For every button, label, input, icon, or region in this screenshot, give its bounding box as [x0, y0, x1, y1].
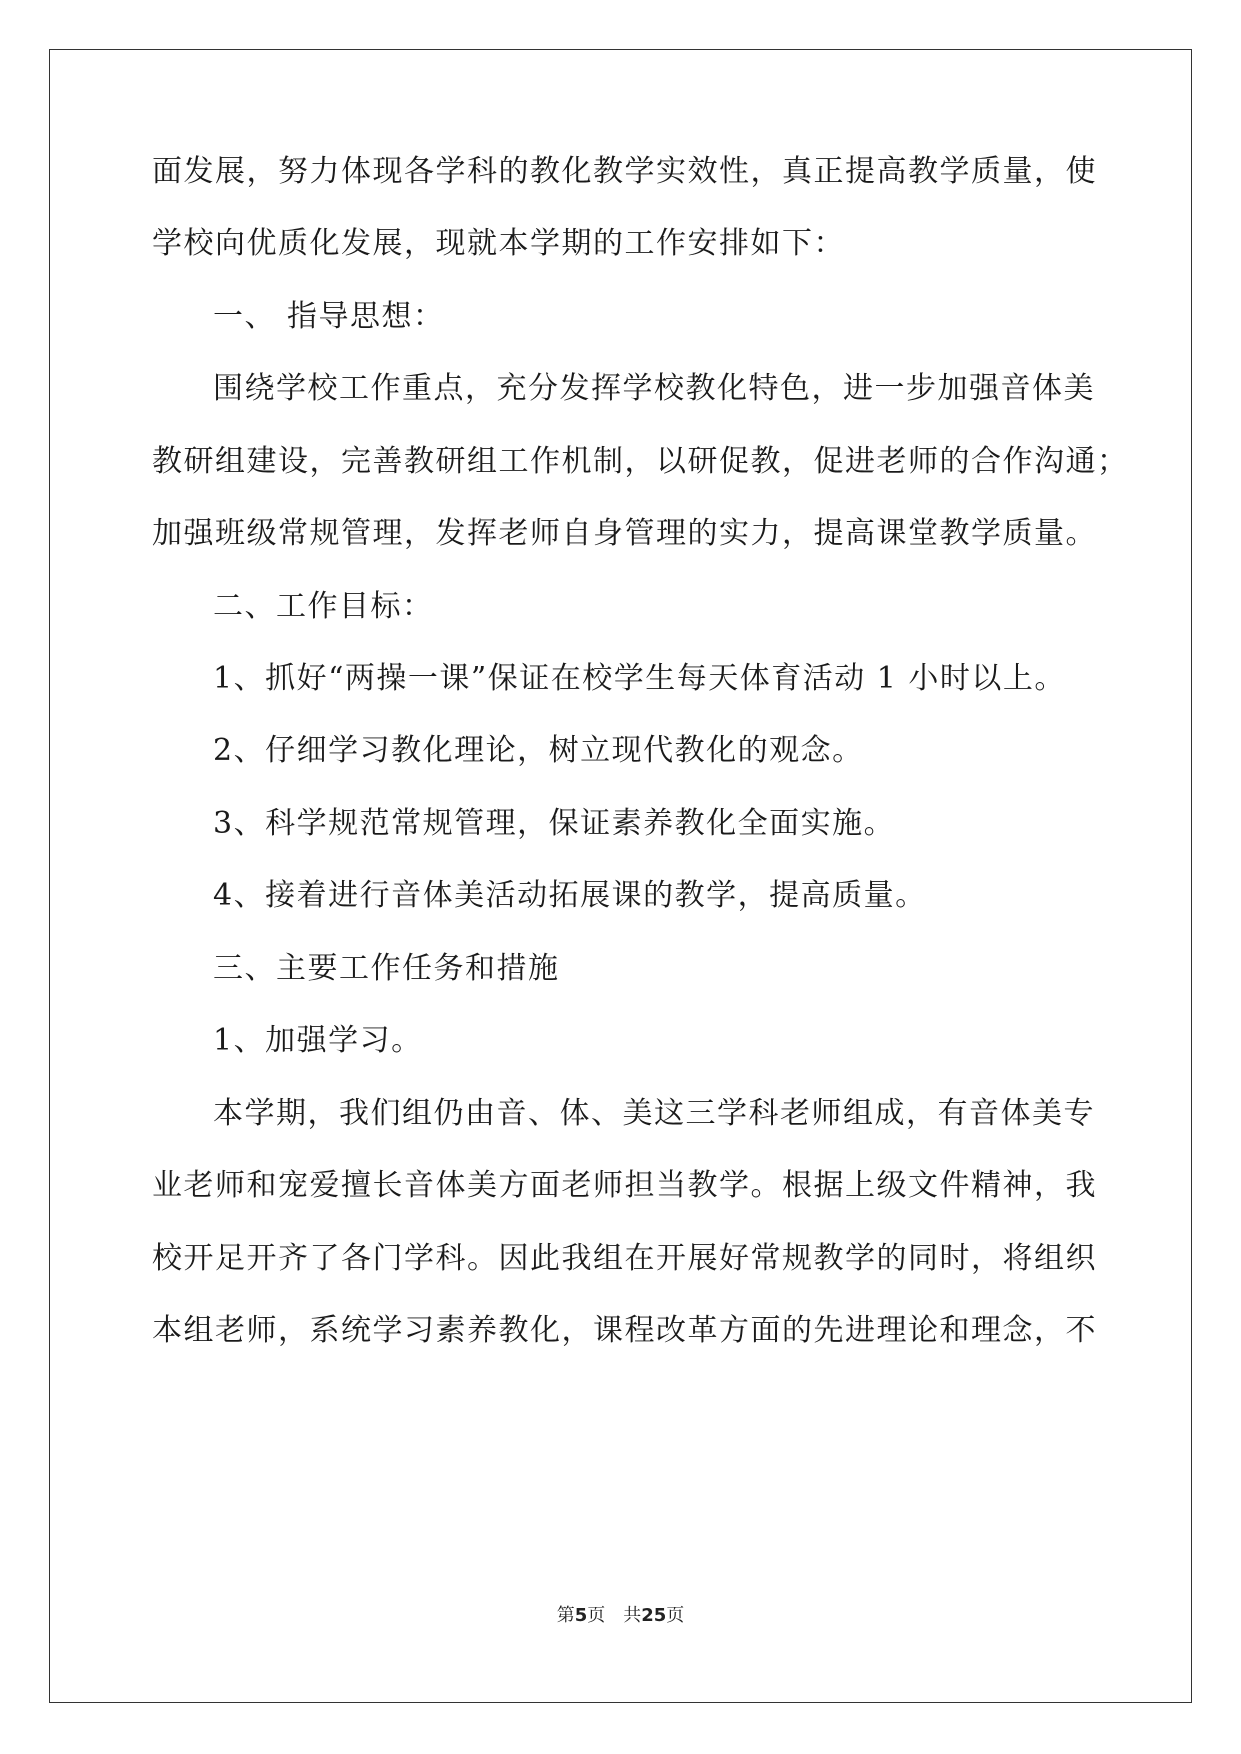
page-suffix: 页 — [587, 1605, 606, 1626]
list-item: 1、抓好“两操一课”保证在校学生每天体育活动 1 小时以上。 — [213, 661, 1066, 696]
total-prefix: 共 — [623, 1605, 642, 1626]
paragraph-line: 校开足开齐了各门学科。因此我组在开展好常规教学的同时，将组织 — [152, 1241, 1097, 1276]
list-item: 4、接着进行音体美活动拓展课的教学，提高质量。 — [213, 878, 927, 913]
section-heading: 二、工作目标： — [213, 589, 434, 624]
paragraph-line: 业老师和宠爱擅长音体美方面老师担当教学。根据上级文件精神，我 — [152, 1168, 1097, 1203]
section-heading: 一、 指导思想： — [213, 299, 445, 334]
subsection-heading: 1、加强学习。 — [213, 1023, 423, 1058]
paragraph-line: 加强班级常规管理，发挥老师自身管理的实力，提高课堂教学质量。 — [152, 516, 1097, 551]
paragraph-line: 围绕学校工作重点，充分发挥学校教化特色，进一步加强音体美 — [213, 371, 1095, 406]
paragraph-line: 教研组建设，完善教研组工作机制，以研促教，促进老师的合作沟通； — [152, 444, 1129, 479]
page-prefix: 第 — [556, 1605, 575, 1626]
section-heading: 三、主要工作任务和措施 — [213, 951, 560, 986]
page-number: 5 — [574, 1605, 588, 1626]
paragraph-line: 面发展，努力体现各学科的教化教学实效性，真正提高教学质量，使 — [152, 154, 1097, 189]
total-pages: 25 — [641, 1605, 667, 1626]
total-suffix: 页 — [666, 1605, 685, 1626]
paragraph-line: 本组老师，系统学习素养教化，课程改革方面的先进理论和理念，不 — [152, 1313, 1097, 1348]
page-footer — [0, 1604, 1241, 1628]
paragraph-line: 本学期，我们组仍由音、体、美这三学科老师组成，有音体美专 — [213, 1096, 1095, 1131]
list-item: 2、仔细学习教化理论，树立现代教化的观念。 — [213, 733, 864, 768]
paragraph-line: 学校向优质化发展，现就本学期的工作安排如下： — [152, 226, 845, 261]
list-item: 3、科学规范常规管理，保证素养教化全面实施。 — [213, 806, 896, 841]
